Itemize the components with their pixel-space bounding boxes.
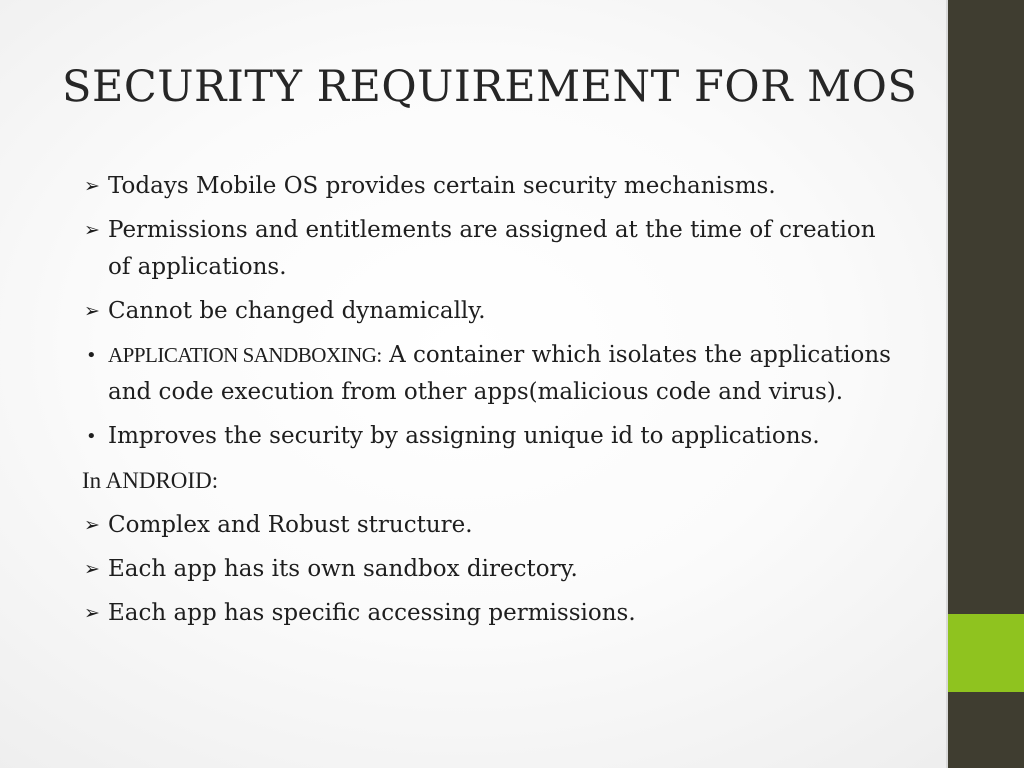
arrow-bullet-icon: ➢ <box>84 175 100 197</box>
bullet-text: A container which isolates the applications and code execution from other apps(malicious code and virus). <box>108 342 891 405</box>
bullet-text: Cannot be changed dynamically. <box>108 298 486 324</box>
arrow-bullet-icon: ➢ <box>84 300 100 322</box>
arrow-bullet-icon: ➢ <box>84 602 100 624</box>
bullet-item <box>82 168 902 205</box>
dot-bullet-icon: • <box>86 345 97 366</box>
bullet-item <box>82 551 902 588</box>
arrow-bullet-icon: ➢ <box>84 219 100 241</box>
slide-content <box>82 168 902 639</box>
bullet-item <box>82 337 902 411</box>
bullet-text: Each app has specific accessing permissions. <box>108 600 636 626</box>
bullet-item <box>82 418 902 455</box>
bullet-item <box>82 293 902 330</box>
dot-bullet-icon: • <box>86 426 97 447</box>
bullet-term: APPLICATION SANDBOXING: <box>108 343 382 367</box>
bullet-text: Each app has its own sandbox directory. <box>108 556 578 582</box>
accent-block <box>948 614 1024 692</box>
android-heading: In ANDROID: <box>82 468 219 493</box>
bullet-item <box>82 212 902 286</box>
bullet-text: Permissions and entitlements are assigned at the time of creation of applications. <box>108 217 876 280</box>
bullet-item <box>82 507 902 544</box>
bullet-item <box>82 595 902 632</box>
bullet-text: Improves the security by assigning unique id to applications. <box>108 423 820 449</box>
arrow-bullet-icon: ➢ <box>84 514 100 536</box>
arrow-bullet-icon: ➢ <box>84 558 100 580</box>
bullet-text: Todays Mobile OS provides certain security mechanisms. <box>108 173 776 199</box>
slide-title: SECURITY REQUIREMENT FOR MOS <box>62 62 918 112</box>
bullet-text: Complex and Robust structure. <box>108 512 473 538</box>
